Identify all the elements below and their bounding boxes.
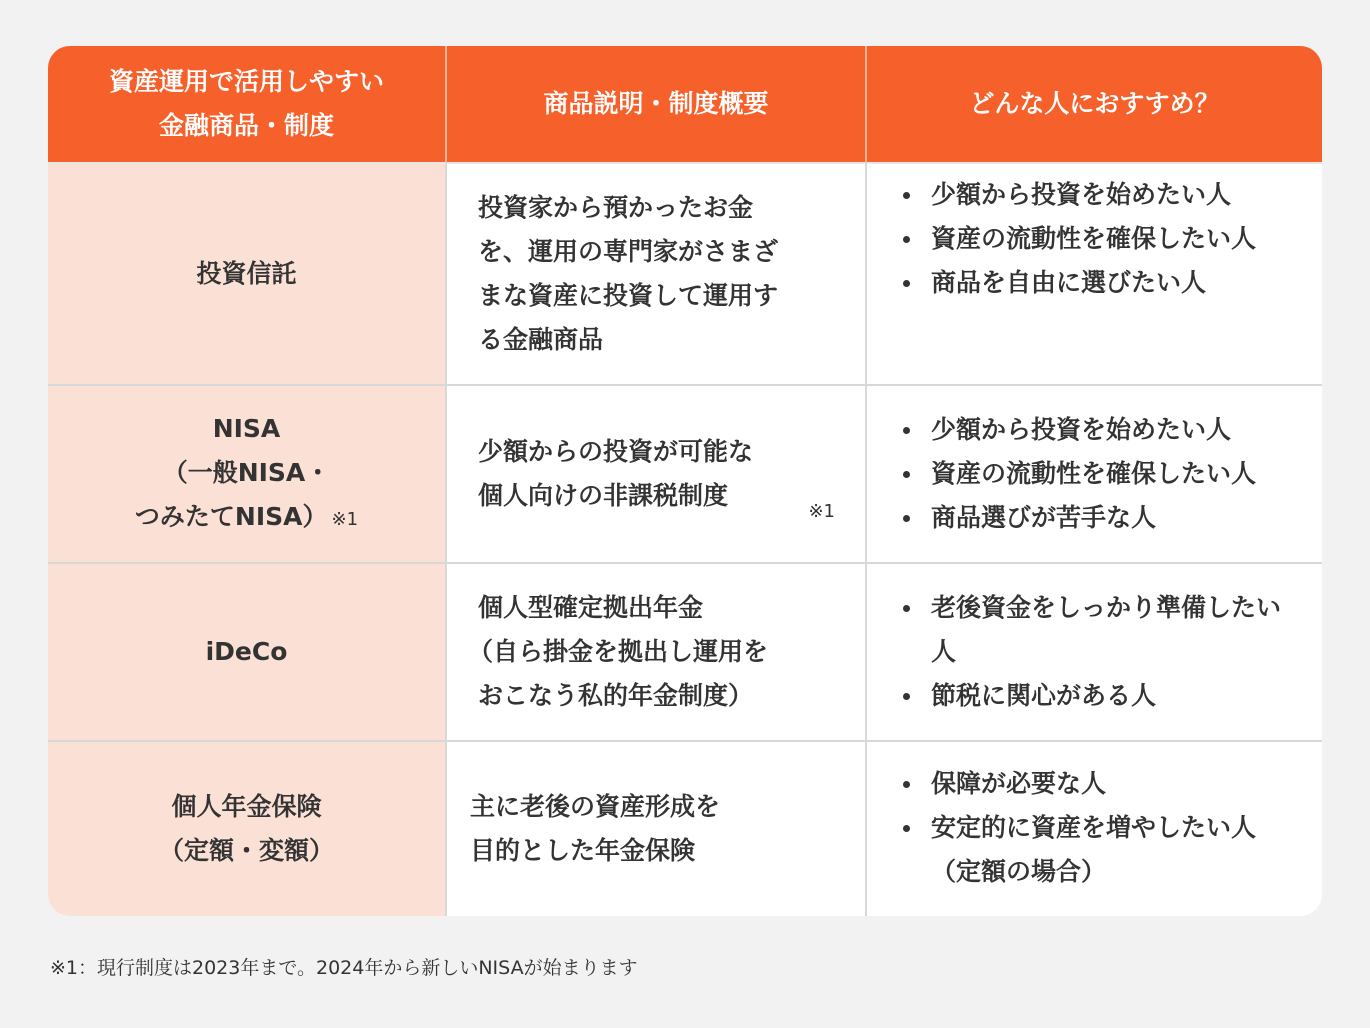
recommend-item: 安定的に資産を増やしたい人（定額の場合）: [903, 806, 1283, 894]
recommend-item: 節税に関心がある人: [903, 674, 1283, 718]
row-description: [447, 386, 867, 564]
row-name-nisa: [48, 386, 447, 564]
row-name-line: 個人年金保険: [171, 792, 322, 821]
row-name-line: （一般NISA・: [162, 457, 331, 487]
footnote-marker: ※1: [331, 508, 359, 530]
description-line: 個人型確定拠出年金: [478, 593, 704, 622]
description-line: 個人向けの非課税制度: [478, 481, 729, 510]
row-name-line: つみたてNISA）: [134, 501, 328, 531]
row-description: [447, 164, 867, 386]
header-product-line: 金融商品・制度: [158, 111, 334, 140]
footnote-marker: ※1: [808, 501, 835, 522]
recommend-item: 資産の流動性を確保したい人: [903, 217, 1283, 261]
recommend-item: 少額から投資を始めたい人: [903, 173, 1283, 217]
recommend-item: 商品を自由に選びたい人: [903, 261, 1283, 305]
recommend-item: 老後資金をしっかり準備したい人: [903, 586, 1283, 674]
description-line: 目的とした年金保険: [470, 836, 696, 865]
row-name-line: iDeCo: [205, 637, 288, 666]
description-line: まな資産に投資して運用す: [478, 281, 779, 310]
header-product: [48, 46, 447, 164]
row-name-line: 投資信託: [196, 259, 297, 288]
description-line: 主に老後の資産形成を: [470, 792, 721, 821]
row-name-line: （定額・変額）: [158, 836, 334, 865]
recommend-item: 少額から投資を始めたい人: [903, 408, 1283, 452]
row-name-ideco: [48, 564, 447, 742]
row-name-line: NISA: [212, 413, 281, 443]
row-recommend: [867, 564, 1322, 742]
description-line: おこなう私的年金制度）: [478, 681, 754, 710]
row-description: [447, 564, 867, 742]
description-line: （自ら掛金を拠出し運用を: [468, 637, 769, 666]
footnote: ※1：現行制度は2023年まで。2024年から新しいNISAが始まります: [50, 957, 638, 979]
description-line: 投資家から預かったお金: [478, 193, 754, 222]
row-recommend: [867, 386, 1322, 564]
description-line: を、運用の専門家がさまざ: [478, 237, 779, 266]
recommend-item: 保障が必要な人: [903, 762, 1283, 806]
recommend-item: 商品選びが苦手な人: [903, 496, 1283, 540]
description-line: る金融商品: [478, 325, 604, 354]
row-name-annuity: [48, 742, 447, 916]
header-description: 商品説明・制度概要: [447, 46, 867, 164]
row-name-investment-trust: [48, 164, 447, 386]
row-description: [447, 742, 867, 916]
comparison-table: [48, 46, 1322, 916]
header-product-line: 資産運用で活用しやすい: [108, 67, 384, 96]
row-name-line-with-note: [135, 495, 358, 542]
header-recommend: どんな人におすすめ？: [867, 46, 1322, 164]
recommend-item: 資産の流動性を確保したい人: [903, 452, 1283, 496]
row-recommend: [867, 164, 1322, 386]
row-recommend: [867, 742, 1322, 916]
description-line: 少額からの投資が可能な: [478, 437, 754, 466]
